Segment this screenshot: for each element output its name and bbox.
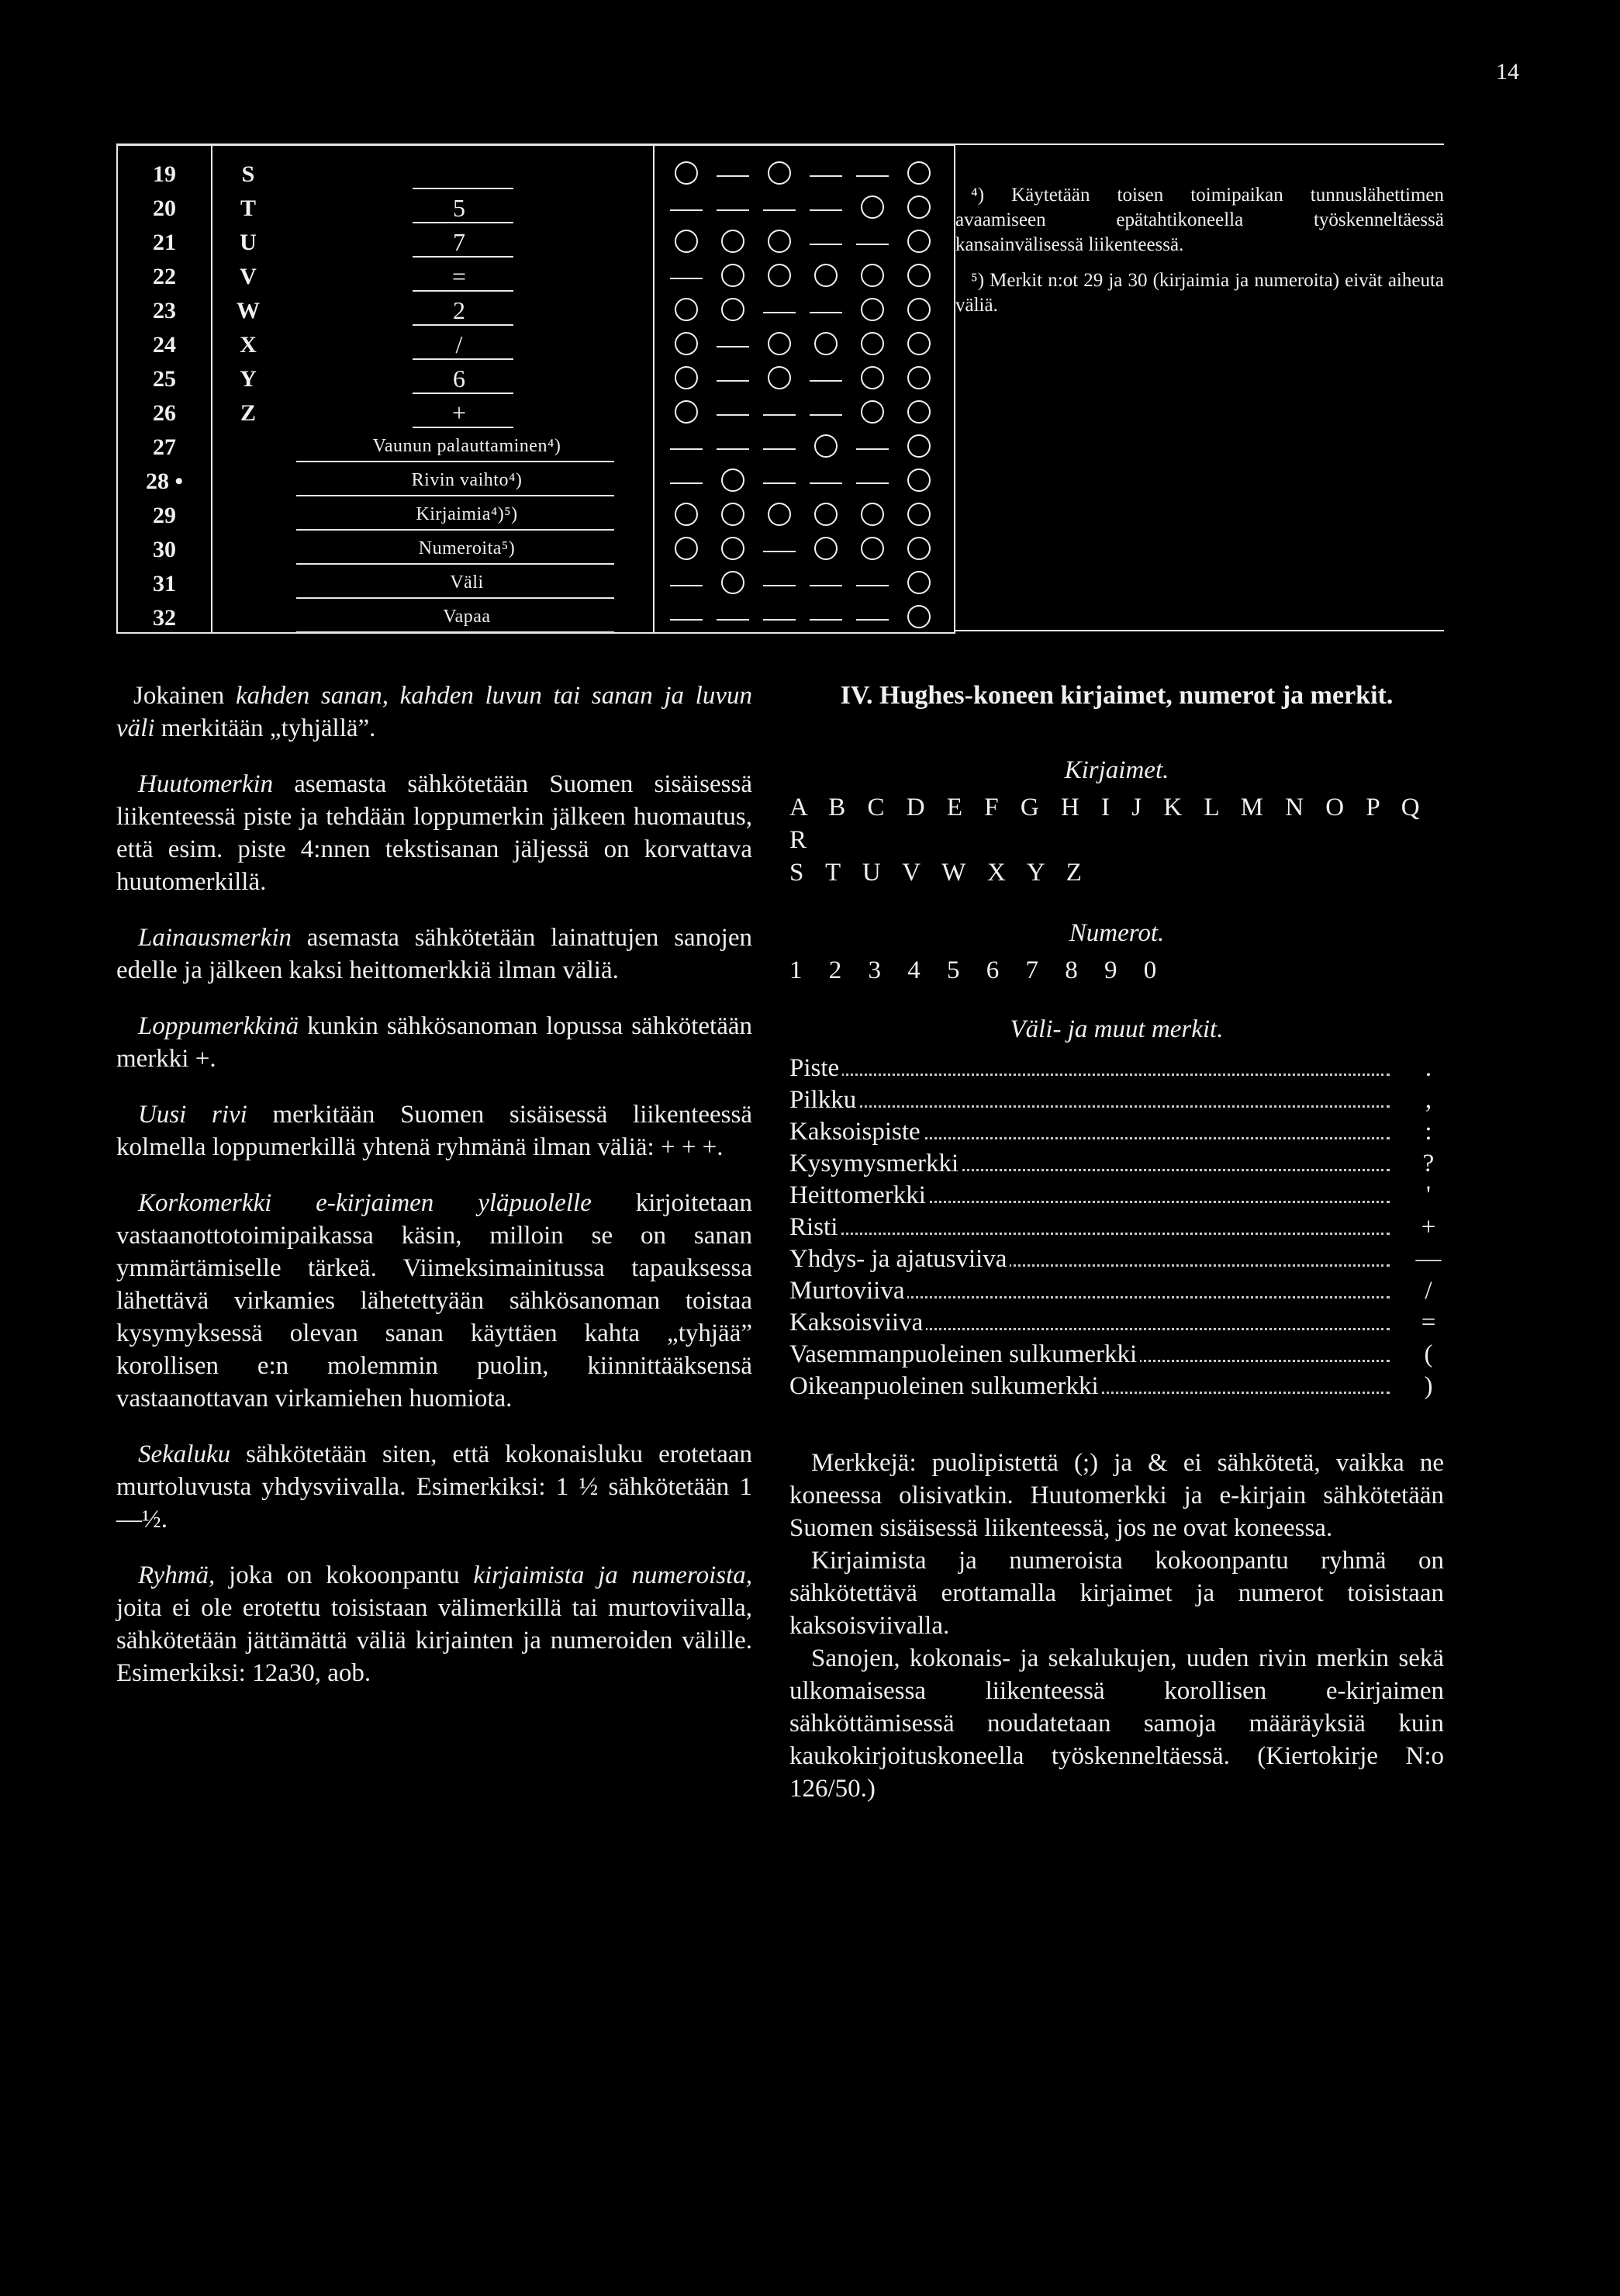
control-underline [296,461,614,462]
leader-dots [789,1074,1390,1076]
numbers-heading: Numerot. [1069,919,1165,947]
symbol-char: ' [1426,1181,1431,1209]
symbol-name: Yhdys- ja ajatusviiva [789,1243,1010,1275]
symbol-underline [413,358,513,360]
symbol-char: = [1421,1309,1436,1336]
table-row [118,396,955,430]
symbol-name: Oikeanpuoleinen sulkumerkki [789,1370,1102,1402]
symbol-char: . [1425,1054,1432,1082]
symbol-name: Kaksoispiste [789,1115,924,1148]
symbol-name: Piste [789,1052,842,1084]
paragraph-teleprinter-rules: Sanojen, kokonais- ja sekalukujen, uuden rivin merkin sekä ulkomaisessa liikenteessä korollisen e-kirjaimen sähköttämisessä noudatetaan samoja määräyksiä kuin kaukokirjoituskoneella työskenneltäessä. (Kiertokirje N:o 126/50.) [789,1644,1444,1803]
symbol-char: ( [1424,1340,1433,1368]
symbol-entry [789,1179,1444,1211]
punch-hole [721,537,744,560]
paragraph-end-sign: Loppumerkkinä kunkin sähkösanoman lopussa sähkötetään merkki +. [116,1012,752,1073]
symbol-char: / [1425,1277,1432,1305]
table-row [118,157,955,191]
row-control-label: Kirjaimia⁴)⁵) [416,504,518,524]
page-number: 14 [1496,59,1519,85]
punch-hole [907,332,931,355]
punch-hole [768,161,791,185]
symbol-char: : [1425,1118,1432,1146]
paragraph-accent: Korkomerkki e-kirjaimen yläpuolelle kirjoitetaan vastaanottotoimipaikassa käsin, milloin se on sanan ymmärtämiselle tärkeä. Viimeksimainitussa tapauksessa lähettävä virkamies lähetettyään sähkösanoman toistaa kysymyksessä olevan sanan käyttäen kahta „tyhjää” korollisen e:n molemmin puolin, kiinnittääksensä vastaanottavan virkamiehen huomiota. [116,1189,752,1413]
row-number: 28 • [145,469,183,494]
punch-hole [907,503,931,526]
symbol-entry [789,1338,1444,1370]
paragraph-quotation: Lainausmerkin asemasta sähkötetään lainattujen sanojen edelle ja jälkeen kaksi heittomerkkiä ilman väliä. [116,924,752,984]
row-symbol: 5 [453,194,465,222]
punch-hole [721,571,744,594]
symbol-entry [789,1274,1444,1306]
symbol-underline [413,222,513,223]
footnote-rule-bottom [955,630,1444,631]
row-number: 23 [153,298,176,323]
punch-hole [861,195,884,219]
no-hole-dash [717,175,749,177]
no-hole-dash [810,312,842,313]
no-hole-dash [810,414,842,416]
punch-hole [721,230,744,253]
row-letter: W [237,298,260,323]
symbol-name: Kaksoisviiva [789,1306,926,1339]
control-underline [296,631,614,633]
row-letter: S [241,161,255,187]
no-hole-dash [717,209,749,211]
punch-hole [721,503,744,526]
footnote-5: ⁵) Merkit n:ot 29 ja 30 (kirjaimia ja numeroita) eivät aiheuta väliä. [955,270,1444,316]
punch-hole [814,537,838,560]
row-number: 19 [153,161,176,187]
symbol-name: Kysymysmerkki [789,1147,962,1180]
no-hole-dash [856,244,889,245]
row-control-label: Väli [450,572,484,593]
no-hole-dash [810,175,842,177]
row-control-label: Rivin vaihto⁴) [411,470,523,490]
symbol-char: ) [1424,1372,1433,1400]
punch-hole [861,537,884,560]
punch-hole [907,571,931,594]
no-hole-dash [810,209,842,211]
symbol-underline [413,290,513,292]
symbols-heading: Väli- ja muut merkit. [1010,1015,1224,1043]
punch-hole [721,469,744,492]
no-hole-dash [763,585,796,586]
no-hole-dash [670,278,703,279]
symbol-char: + [1421,1213,1436,1241]
symbol-entry [789,1147,1444,1179]
punch-hole [907,605,931,628]
letters-line-2: S T U V W X Y Z [789,859,1090,887]
paragraph-letter-number-group: Kirjaimista ja numeroista kokoonpantu ryhmä on sähkötettävä erottamalla kirjaimet ja numerot toisistaan kaksoisviivalla. [789,1547,1444,1640]
symbol-entry [789,1084,1444,1115]
table-row [118,498,955,532]
row-number: 29 [153,503,176,528]
punch-hole [907,264,931,287]
symbol-char: ? [1422,1150,1435,1177]
row-letter: Y [240,366,257,392]
table-row [118,430,955,464]
no-hole-dash [717,619,749,621]
symbol-name: Vasemmanpuoleinen sulkumerkki [789,1338,1140,1371]
no-hole-dash [763,414,796,416]
table-row [118,293,955,327]
no-hole-dash [856,482,889,484]
row-number: 25 [153,366,176,392]
punch-hole [861,264,884,287]
paragraph-new-line: Uusi rivi merkitään Suomen sisäisessä liikenteessä kolmella loppumerkillä yhtenä ryhmänä ilman väliä: + + +. [116,1101,752,1161]
punch-hole [675,503,698,526]
punch-hole [721,298,744,321]
punch-hole [768,366,791,389]
table-row [118,225,955,259]
row-number: 32 [153,605,176,631]
punch-hole [907,400,931,424]
row-number: 26 [153,400,176,426]
control-underline [296,495,614,496]
no-hole-dash [810,244,842,245]
table-row [118,600,955,635]
punch-hole [861,503,884,526]
symbols-list [789,1052,1444,1402]
no-hole-dash [763,619,796,621]
punch-hole [675,332,698,355]
no-hole-dash [670,209,703,211]
punch-hole [907,161,931,185]
no-hole-dash [670,585,703,586]
punch-hole [814,332,838,355]
numbers-line: 1 2 3 4 5 6 7 8 9 0 [789,956,1167,984]
symbol-char: , [1425,1086,1432,1114]
symbol-name: Pilkku [789,1084,859,1116]
no-hole-dash [856,175,889,177]
paragraph-group: Ryhmä, joka on kokoonpantu kirjaimista ja numeroista, joita ei ole erotettu toisistaan välimerkillä tai murtoviivalla, sähkötetään jättämättä väliä kirjainten ja numeroiden välille. Esimerkiksi: 12a30, aob. [116,1561,752,1687]
no-hole-dash [763,448,796,450]
no-hole-dash [717,346,749,348]
symbol-entry [789,1052,1444,1084]
row-number: 22 [153,264,176,289]
row-control-label: Vaunun palauttaminen⁴) [372,436,561,456]
leader-dots [789,1233,1390,1235]
row-symbol: 6 [453,365,465,392]
paragraph-space: Jokainen kahden sanan, kahden luvun tai sanan ja luvun väli merkitään „tyhjällä”. [116,682,752,742]
punch-hole [768,332,791,355]
no-hole-dash [763,209,796,211]
no-hole-dash [810,380,842,382]
punch-hole [768,264,791,287]
row-symbol: + [451,399,467,427]
symbol-char: — [1415,1245,1442,1273]
no-hole-dash [856,619,889,621]
symbol-underline [413,324,513,326]
symbol-entry [789,1243,1444,1274]
section-title: IV. Hughes-koneen kirjaimet, numerot ja merkit. [840,681,1394,710]
punch-hole [814,264,838,287]
symbol-name: Murtoviiva [789,1274,907,1307]
paragraph-exclamation: Huutomerkin asemasta sähkötetään Suomen sisäisessä liikenteessä piste ja tehdään loppumerkin jälkeen huomautus, että esim. piste 4:nnen tekstisanan jäljessä on korvattava huutomerkillä. [116,770,752,896]
punch-hole [675,230,698,253]
punch-hole [907,366,931,389]
no-hole-dash [717,448,749,450]
row-letter: X [240,332,257,358]
symbol-underline [413,256,513,258]
symbol-underline [413,427,513,428]
row-letter: U [240,230,257,255]
left-column [116,679,752,1713]
punch-hole [721,264,744,287]
no-hole-dash [810,585,842,586]
no-hole-dash [856,448,889,450]
table-row [118,327,955,361]
symbol-entry [789,1370,1444,1402]
no-hole-dash [670,619,703,621]
punch-hole [861,366,884,389]
row-symbol: 2 [453,296,465,324]
no-hole-dash [810,619,842,621]
punch-hole [861,332,884,355]
footnotes [955,183,1444,329]
row-number: 30 [153,537,176,562]
control-underline [296,597,614,599]
no-hole-dash [856,585,889,586]
punch-hole [768,503,791,526]
table-row [118,532,955,566]
punch-hole [675,298,698,321]
punch-hole [861,298,884,321]
punch-hole [907,298,931,321]
symbol-underline [413,188,513,189]
punch-hole [907,434,931,458]
paragraph-unused-signs: Merkkejä: puolipistettä (;) ja & ei sähkötetä, vaikka ne koneessa olisivatkin. Huutomerkki ja e-kirjain sähkötetään Suomen sisäisessä liikenteessä, jos ne ovat koneessa. [789,1449,1444,1542]
paragraph-mixed-number: Sekaluku sähkötetään siten, että kokonaisluku erotetaan murtoluvusta yhdysviivalla. Esimerkiksi: 1 ½ sähkötetään 1—½. [116,1440,752,1534]
row-control-label: Numeroita⁵) [418,538,516,558]
symbol-name: Risti [789,1211,841,1243]
footnote-4: ⁴) Käytetään toisen toimipaikan tunnuslähettimen avaamiseen epätahtikoneella työskenneltäessä kansainvälisessä liikenteessä. [955,185,1444,255]
footnote-rule-top [955,144,1444,145]
no-hole-dash [763,551,796,552]
row-number: 27 [153,434,176,460]
row-symbol: / [455,330,463,358]
row-symbol: 7 [453,228,465,256]
punch-hole [675,161,698,185]
symbol-entry [789,1306,1444,1338]
punch-hole [675,400,698,424]
no-hole-dash [670,448,703,450]
row-control-label: Vapaa [443,607,491,627]
no-hole-dash [717,380,749,382]
row-symbol: = [451,262,467,290]
row-number: 20 [153,195,176,221]
table-row [118,191,955,225]
symbol-entry [789,1115,1444,1147]
no-hole-dash [670,482,703,484]
punch-hole [814,503,838,526]
row-number: 21 [153,230,176,255]
punch-hole [675,366,698,389]
no-hole-dash [763,312,796,313]
table-row [118,259,955,293]
punch-hole [675,537,698,560]
row-letter: V [240,264,257,289]
table-row [118,464,955,498]
control-underline [296,563,614,565]
punch-hole [907,537,931,560]
punch-hole [907,195,931,219]
symbol-underline [413,392,513,394]
control-underline [296,529,614,531]
letters-line-1: A B C D E F G H I J K L M N O P Q R [789,794,1428,854]
punch-hole [907,469,931,492]
punch-hole [814,434,838,458]
table-row [118,566,955,600]
row-letter: Z [240,400,256,426]
no-hole-dash [717,414,749,416]
right-column [789,679,1444,1805]
row-number: 24 [153,332,176,358]
no-hole-dash [810,482,842,484]
leader-dots [789,1105,1390,1108]
row-number: 31 [153,571,176,596]
punch-hole [907,230,931,253]
symbol-entry [789,1211,1444,1243]
punch-hole [861,400,884,424]
punch-hole [768,230,791,253]
row-letter: T [240,195,256,221]
letters-heading: Kirjaimet. [1064,756,1169,784]
table-row [118,361,955,396]
symbol-name: Heittomerkki [789,1179,929,1212]
no-hole-dash [763,482,796,484]
code-table [116,144,955,634]
